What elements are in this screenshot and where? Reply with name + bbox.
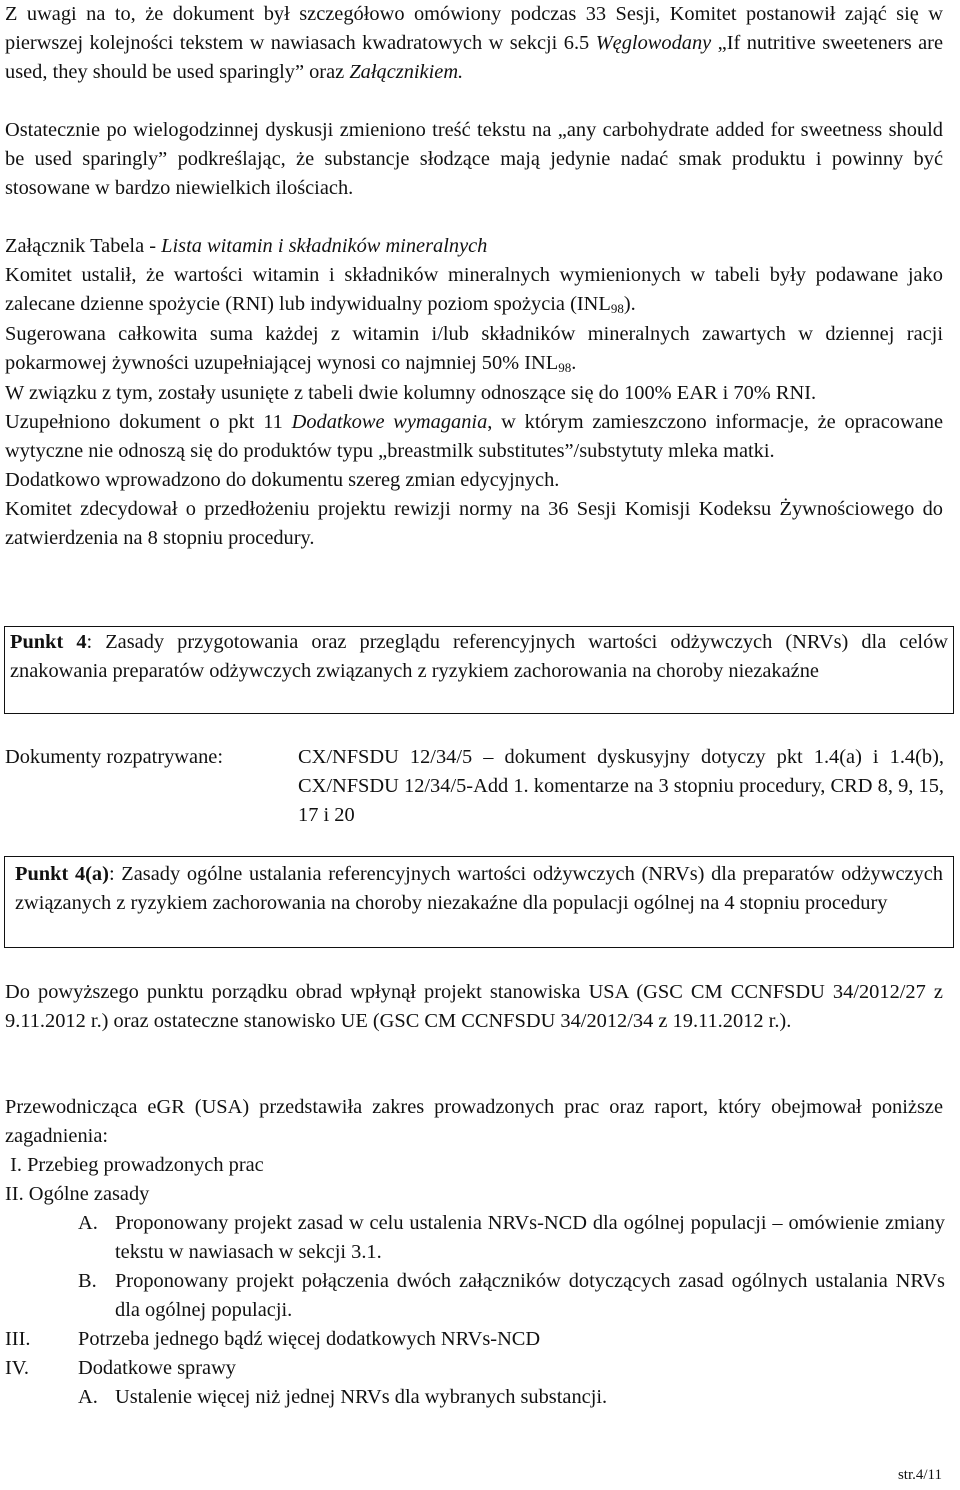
paragraph-committee-decision: Komitet zdecydował o przedłożeniu projektu rewizji normy na 36 Sesji Komisji Kodeksu Żywnościowego do zatwierdzenia na 8 stopniu procedury. <box>5 498 943 549</box>
paragraph-final-text <box>5 116 943 203</box>
outline-item-iii-mark: III. <box>5 1328 31 1350</box>
outline-item-iv-a-text: Ustalenie więcej niż jednej NRVs dla wybranych substancji. <box>115 1386 608 1408</box>
outline-item-ii-a-mark: A. <box>78 1212 98 1234</box>
suggested-sum-end: . <box>571 352 577 374</box>
outline-item-ii-b-mark: B. <box>78 1270 97 1292</box>
paragraph-positions: Do powyższego punktu porządku obrad wpłynął projekt stanowiska USA (GSC CM CCNFSDU 34/2012/27 z 9.11.2012 r.) oraz ostateczne stanowisko UE (GSC CM CCNFSDU 34/2012/34 z 19.11.2012 r.). <box>5 981 943 1032</box>
outline-item-iii-text: Potrzeba jednego bądź więcej dodatkowych NRVs-NCD <box>78 1328 541 1350</box>
agenda-item-4a-text: : Zasady ogólne ustalania referencyjnych wartości odżywczych (NRVs) dla preparatów odżywczych związanych z ryzykiem zachorowania na choroby niezakaźne dla populacji ogólnej na 4 stopniu procedury <box>15 863 943 914</box>
intro-text: Z uwagi na to, że dokument był szczegółowo omówiony podczas 33 Sesji, Komitet postanowił zająć się w pierwszej kolejności tekstem w nawiasach kwadratowych w sekcji 6.5 <box>5 3 943 54</box>
section-title-carbohydrates: Węglowodany <box>595 32 712 54</box>
suggested-sum-text: Sugerowana całkowita suma każdej z witamin i/lub składników mineralnych zawartych w dziennej racji pokarmowej żywności uzupełniającej wynosi co najmniej 50% INL <box>5 323 943 374</box>
outline-item-ii-b-text: Proponowany projekt połączenia dwóch załączników dotyczących zasad ogólnych ustalania NRVs dla ogólnej populacji. <box>115 1270 945 1321</box>
paragraph-chair-report: Przewodnicząca eGR (USA) przedstawiła zakres prowadzonych prac oraz raport, który obejmował poniższe zagadnienia: <box>5 1096 943 1147</box>
annex-table-title: Lista witamin i składników mineralnych <box>161 235 488 257</box>
quote-sweeteners: „If nutritive sweeteners are used, they should be used sparingly” oraz <box>5 32 943 83</box>
paragraph-suggested-sum <box>5 320 943 379</box>
agenda-item-4-box <box>4 626 954 714</box>
paragraph-additional-requirements <box>5 408 943 466</box>
paragraph-columns-removed: W związku z tym, zostały usunięte z tabeli dwie kolumny odnoszące się do 100% EAR i 70% RNI. <box>5 382 817 404</box>
additional-req-rest: , w którym zamieszczono informacje, że opracowane wytyczne nie odnoszą się do produktów typu „breastmilk substitutes”/substytuty mleka matki. <box>5 411 943 462</box>
outline-item-i: I. Przebieg prowadzonych prac <box>5 1154 264 1176</box>
inl-subscript-2: 98 <box>558 360 572 375</box>
agenda-item-4-label: Punkt 4 <box>10 631 87 653</box>
annex-body <box>5 261 943 553</box>
outline-item-ii-a-text: Proponowany projekt zasad w celu ustalenia NRVs-NCD dla ogólnej populacji – omówienie zmiany tekstu w nawiasach w sekcji 3.1. <box>115 1212 945 1263</box>
rni-end: ). <box>623 293 636 315</box>
inl-subscript: 98 <box>610 301 624 316</box>
documents-value: CX/NFSDU 12/34/5 – dokument dyskusyjny dotyczy pkt 1.4(a) i 1.4(b), CX/NFSDU 12/34/5-Add 1. komentarze na 3 stopniu procedury, CRD 8, 9, 15, 17 i 20 <box>298 746 944 826</box>
paragraph-rni <box>5 261 943 320</box>
page-number: str.4/11 <box>897 1467 942 1483</box>
outline-item-iv-a-mark: A. <box>78 1386 98 1408</box>
rni-text: Komitet ustalił, że wartości witamin i składników mineralnych wymienionych w tabeli były podawane jako zalecane dzienne spożycie (RNI) lub indywidualny poziom spożycia (INL <box>5 264 943 315</box>
paragraph-editorial: Dodatkowo wprowadzono do dokumentu szereg zmian edycyjnych. <box>5 469 560 491</box>
annex-heading <box>5 232 943 261</box>
final-text: Ostatecznie po wielogodzinnej dyskusji zmieniono treść tekstu na „any carbohydrate added for sweetness should be used sparingly” podkreślając, że substancje słodzące mają jedynie nadać smak produktu i powinny być stosowane w bardzo niewielkich ilościach. <box>5 119 943 199</box>
annex-table-label: Załącznik Tabela - <box>5 235 162 257</box>
agenda-item-4a-box <box>4 856 954 948</box>
outline-item-iv-mark: IV. <box>5 1357 29 1379</box>
additional-req-title: Dodatkowe wymagania <box>291 411 488 433</box>
outline-item-iv-text: Dodatkowe sprawy <box>78 1357 236 1379</box>
agenda-item-4-text: : Zasady przygotowania oraz przeglądu referencyjnych wartości odżywczych (NRVs) dla celów znakowania preparatów odżywczych związanych z ryzykiem zachorowania na choroby niezakaźne <box>10 631 948 682</box>
agenda-item-4a-label: Punkt 4(a) <box>15 863 109 885</box>
outline-item-ii: II. Ogólne zasady <box>5 1183 150 1205</box>
documents-label: Dokumenty rozpatrywane: <box>5 746 223 768</box>
paragraph-intro <box>5 0 943 87</box>
annex-reference: Załącznikiem. <box>349 61 464 83</box>
additional-req-text: Uzupełniono dokument o pkt 11 <box>5 411 292 433</box>
